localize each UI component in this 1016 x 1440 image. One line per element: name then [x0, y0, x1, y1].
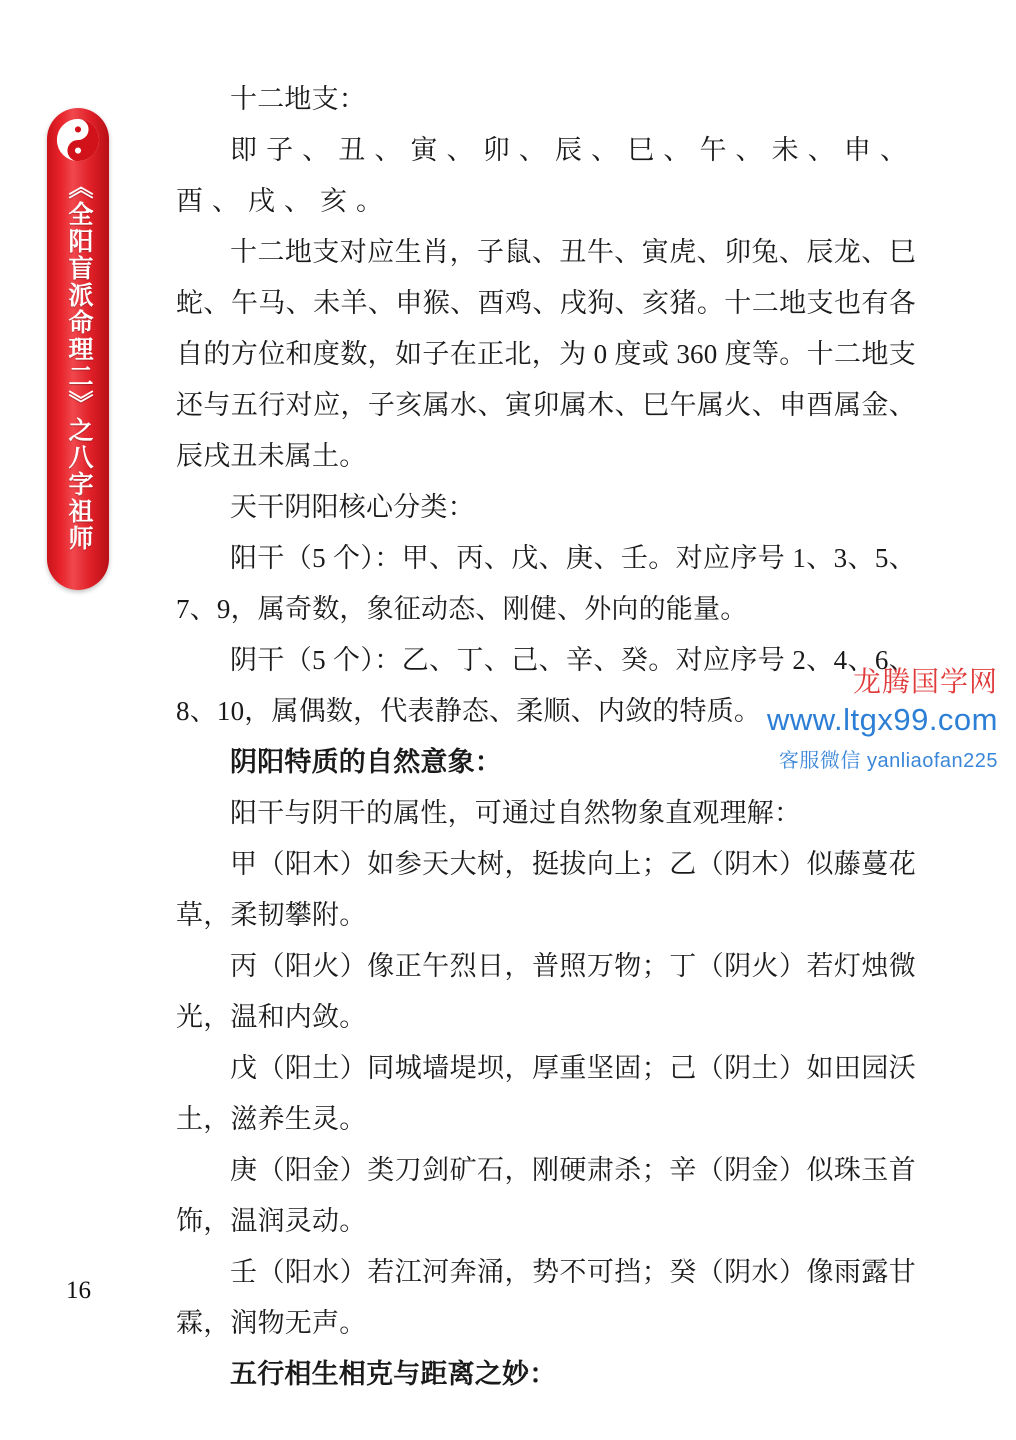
- watermark-site-name: 龙腾国学网: [852, 666, 998, 697]
- paragraph-5: 阳干（5 个）：甲、丙、戊、庚、壬。对应序号 1、3、5、7、9，属奇数，象征动态、刚健、外向的能量。: [176, 543, 916, 624]
- paragraph-3: 十二地支对应生肖，子鼠、丑牛、寅虎、卯兔、辰龙、巳蛇、午马、未羊、申猴、酉鸡、戌狗、亥猪。十二地支也有各自的方位和度数，如子在正北，为 0 度或 360 度等。十二地支还与五行对应，子亥属水、寅卯属木、巳午属火、申酉属金、辰戌丑未属土。: [176, 237, 916, 471]
- paragraph-12: 庚（阳金）类刀剑矿石，刚硬肃杀；辛（阴金）似珠玉首饰，温润灵动。: [176, 1155, 916, 1236]
- paragraph-10: 丙（阳火）像正午烈日，普照万物；丁（阴火）若灯烛微光，温和内敛。: [176, 951, 916, 1032]
- side-ribbon: [47, 108, 109, 590]
- paragraph-4: 天干阴阳核心分类：: [230, 492, 475, 522]
- paragraph-2: 即子、丑、寅、卯、辰、巳、午、未、申、酉、戌、亥。: [176, 135, 916, 216]
- watermark-contact: 客服微信 yanliaofan225: [778, 750, 998, 772]
- paragraph-9: 甲（阳木）如参天大树，挺拔向上；乙（阴木）似藤蔓花草，柔韧攀附。: [176, 849, 916, 930]
- ribbon-title: 《全阳盲派命理二》之八字祖师: [65, 174, 92, 552]
- watermark-url: www.ltgx99.com: [767, 702, 998, 737]
- paragraph-1: 十二地支：: [230, 84, 366, 114]
- paragraph-6: 阴干（5 个）：乙、丁、己、辛、癸。对应序号 2、4、6、8、10，属偶数，代表静态、柔顺、内敛的特质。: [176, 645, 916, 726]
- paragraph-8: 阳干与阴干的属性，可通过自然物象直观理解：: [230, 798, 802, 828]
- page-body: [176, 74, 916, 1400]
- taiji-icon: [56, 118, 100, 162]
- ribbon-title-wrap: [47, 174, 109, 574]
- paragraph-14-heading: 五行相生相克与距离之妙：: [230, 1359, 557, 1389]
- paragraph-11: 戊（阳土）同城墙堤坝，厚重坚固；己（阴土）如田园沃土，滋养生灵。: [176, 1053, 916, 1134]
- paragraph-13: 壬（阳水）若江河奔涌，势不可挡；癸（阴水）像雨露甘霖，润物无声。: [176, 1257, 916, 1338]
- paragraph-7-heading: 阴阳特质的自然意象：: [230, 747, 502, 777]
- page-number: 16: [66, 1277, 91, 1304]
